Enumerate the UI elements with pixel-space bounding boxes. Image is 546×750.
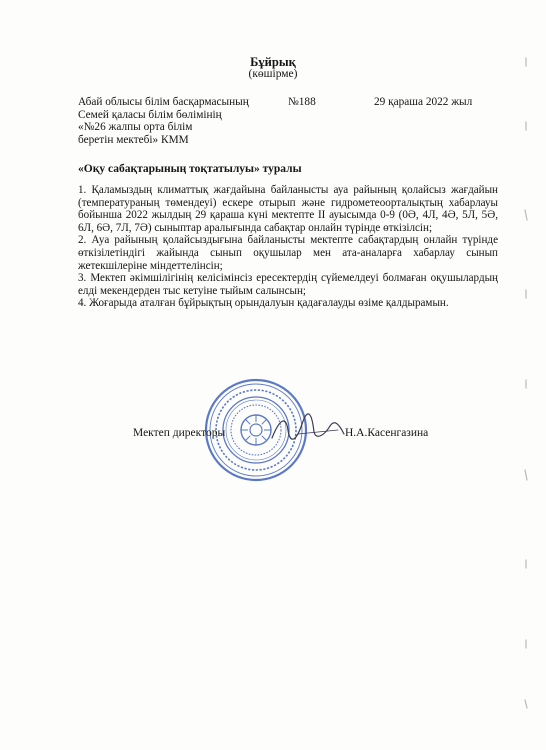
order-date: 29 қараша 2022 жыл bbox=[374, 96, 473, 108]
organization-line: беретін мектебі» КММ bbox=[78, 133, 189, 146]
order-item-1: 1. Қаламыздың климаттық жағдайына байланысты ауа райының қолайсыз жағдайын (температураның төмендеуі) ескере отырып және гидрометеоорталықтың хабарлауы бойынша 2022 жылдың 29 қараша күні мектепте ІІ ауысымда 0-9 (0Ә, 4Л, 4Ә, 5Л, 5Ә, 6Л, 6Ә, 7Л, 7Ә) сыныптар аралығында сабақтар онлайн түрінде өткізілсін; bbox=[78, 184, 498, 234]
order-subject: «Оқу сабақтарының тоқтатылуы» туралы bbox=[78, 163, 302, 175]
organization-block bbox=[78, 96, 249, 146]
signatory-name: Н.А.Касенгазина bbox=[345, 427, 429, 439]
signature-icon bbox=[268, 408, 348, 448]
order-body bbox=[78, 184, 498, 310]
order-number: №188 bbox=[288, 96, 316, 108]
scan-margin-marks-icon bbox=[520, 40, 532, 730]
organization-line: Семей қаласы білім бөлімінің bbox=[78, 108, 222, 121]
order-item-2: 2. Ауа райының қолайсыздығына байланысты мектепте сабақтардың онлайн түрінде өткізілетіндігі жайында сынып оқушылар мен ата-аналарға хабарлау сынып жетекшілеріне міндеттелінсін; bbox=[78, 234, 498, 272]
organization-line: Абай облысы білім басқармасының bbox=[78, 96, 249, 108]
signatory-title: Мектеп директоры bbox=[133, 427, 226, 439]
organization-line: «№26 жалпы орта білім bbox=[78, 121, 193, 133]
document-subtitle: (көшірме) bbox=[248, 68, 298, 80]
document-title: Бұйрық bbox=[250, 55, 296, 69]
order-item-3: 3. Мектеп әкімшілігінің келісімінсіз ересектердің сүйемелдеуі болмаған оқушылардың елді мекендерден тыс кетуіне тыйым салынсын; bbox=[78, 272, 498, 297]
order-item-4: 4. Жоғарыда аталған бұйрықтың орындалуын қадағалауды өзіме қалдырамын. bbox=[78, 297, 449, 310]
